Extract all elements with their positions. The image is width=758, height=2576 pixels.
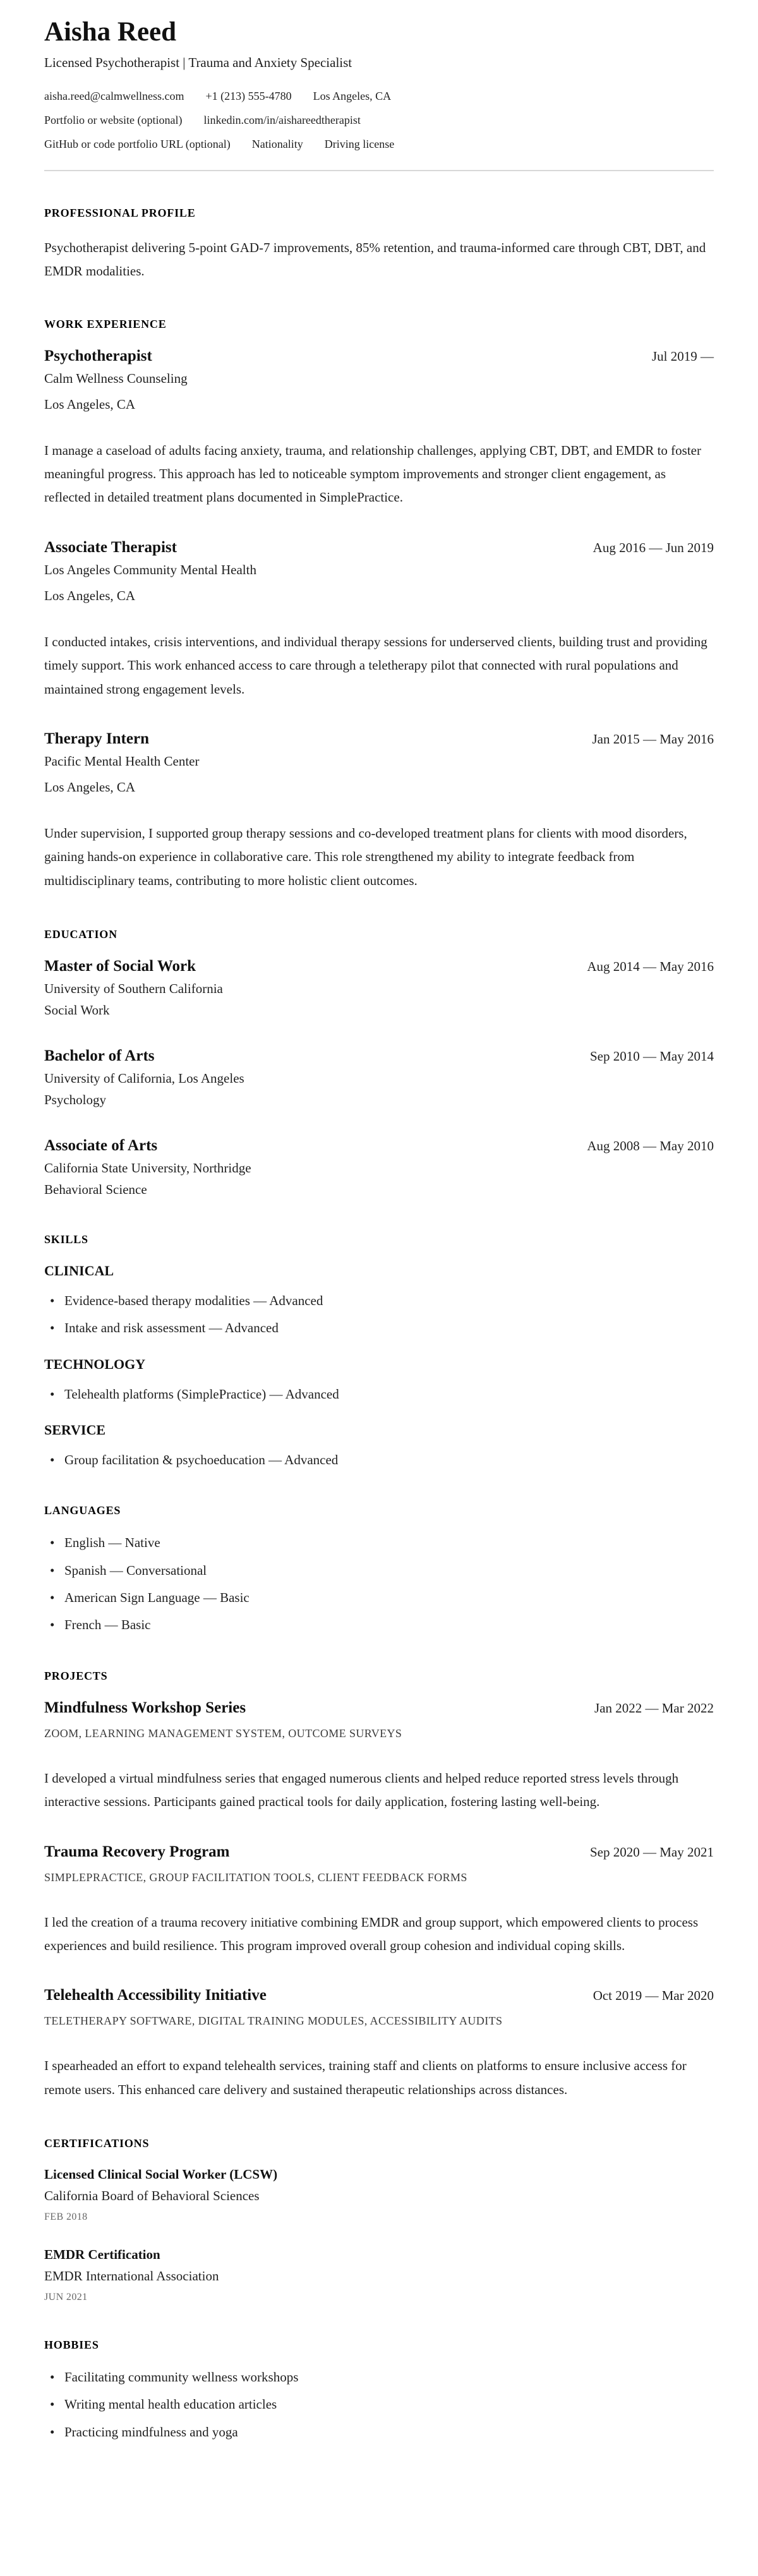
contact-github-placeholder: GitHub or code portfolio URL (optional) [44, 138, 231, 151]
job-dates: Aug 2016 — Jun 2019 [593, 539, 714, 555]
degree-title: Master of Social Work [44, 958, 196, 975]
section-heading: PROJECTS [44, 1669, 108, 1682]
contact-email: aisha.reed@calmwellness.com [44, 90, 184, 103]
job-dates: Jan 2015 — May 2016 [592, 731, 714, 747]
section-heading: EDUCATION [44, 928, 117, 941]
job-location: Los Angeles, CA [44, 779, 136, 795]
project-description: I developed a virtual mindfulness series that engaged numerous clients and helped reduce reported stress levels through interactive sessions. Participants gained practical tools for daily application, fostering lasting well-being. [44, 1770, 679, 1810]
contact-row-2 [44, 114, 714, 127]
skills-group-heading: CLINICAL [44, 1263, 114, 1279]
section-heading: LANGUAGES [44, 1504, 121, 1517]
project-title: Trauma Recovery Program [44, 1843, 230, 1860]
job-entry [44, 539, 714, 701]
education-entry [44, 1047, 714, 1108]
project-entry-head [44, 1987, 714, 2004]
job-title: Associate Therapist [44, 538, 177, 556]
section-hobbies [44, 2338, 714, 2441]
contact-linkedin: linkedin.com/in/aishareedtherapist [203, 114, 361, 127]
job-entry [44, 347, 714, 510]
hobbies-list [44, 2368, 714, 2441]
education-entry [44, 1137, 714, 1198]
skills-group-heading: TECHNOLOGY [44, 1356, 146, 1372]
certification-entry [44, 2167, 714, 2223]
contact-driving-license-placeholder: Driving license [324, 138, 395, 151]
job-entry-head [44, 347, 714, 365]
section-certifications [44, 2137, 714, 2303]
certification-date: JUN 2021 [44, 2292, 88, 2303]
section-education [44, 928, 714, 1198]
education-entry [44, 958, 714, 1018]
project-tech: TELETHERAPY SOFTWARE, DIGITAL TRAINING MODULES, ACCESSIBILITY AUDITS [44, 2014, 503, 2028]
job-title: Psychotherapist [44, 347, 152, 364]
degree-title: Associate of Arts [44, 1137, 158, 1155]
education-entry-head [44, 1047, 714, 1065]
education-field: Social Work [44, 1002, 110, 1018]
education-dates: Sep 2010 — May 2014 [590, 1049, 714, 1064]
education-school: University of California, Los Angeles [44, 1071, 244, 1086]
degree-title: Bachelor of Arts [44, 1047, 155, 1065]
skills-list-technology [44, 1385, 714, 1403]
job-company: Pacific Mental Health Center [44, 753, 200, 769]
language-item: • Spanish — Conversational [44, 1562, 714, 1579]
certification-date: FEB 2018 [44, 2212, 88, 2223]
education-field: Psychology [44, 1092, 107, 1108]
skills-group-heading: SERVICE [44, 1422, 106, 1438]
section-heading: HOBBIES [44, 2338, 99, 2352]
section-work-experience [44, 318, 714, 893]
skill-item: • Group facilitation & psychoeducation — Advanced [44, 1451, 714, 1469]
skills-list-service [44, 1451, 714, 1469]
section-heading: CERTIFICATIONS [44, 2137, 150, 2150]
certification-issuer: EMDR International Association [44, 2268, 219, 2284]
project-title: Mindfulness Workshop Series [44, 1699, 246, 1716]
project-dates: Oct 2019 — Mar 2020 [593, 1988, 714, 2004]
project-dates: Sep 2020 — May 2021 [590, 1844, 714, 1860]
project-dates: Jan 2022 — Mar 2022 [594, 1700, 714, 1716]
project-description: I spearheaded an effort to expand telehealth services, training staff and clients on platforms to ensure inclusive access for remote users. This enhanced care delivery and sustained therapeutic relationships across distances. [44, 2058, 687, 2097]
header-divider [44, 170, 714, 171]
job-title: Therapy Intern [44, 730, 149, 747]
job-location: Los Angeles, CA [44, 587, 136, 603]
skill-item: • Intake and risk assessment — Advanced [44, 1319, 714, 1337]
education-field: Behavioral Science [44, 1182, 147, 1198]
skills-list-clinical [44, 1292, 714, 1337]
job-description: I conducted intakes, crisis interventions, and individual therapy sessions for underserved clients, building trust and providing timely support. This work enhanced access to care through a teletherapy pilot that connected with rural populations and maintained strong engagement levels. [44, 634, 707, 697]
contact-row-3 [44, 138, 714, 151]
job-description: I manage a caseload of adults facing anxiety, trauma, and relationship challenges, applying CBT, DBT, and EMDR to foster meaningful progress. This approach has led to noticeable symptom improvements and stronger client engagement, as reflected in detailed treatment plans documented in SimplePractice. [44, 442, 701, 505]
education-entry-head [44, 958, 714, 975]
candidate-title: Licensed Psychotherapist | Trauma and Anxiety Specialist [44, 55, 352, 71]
languages-list [44, 1534, 714, 1634]
language-item: • American Sign Language — Basic [44, 1589, 714, 1606]
hobby-item: • Writing mental health education articles [44, 2395, 714, 2413]
candidate-name: Aisha Reed [44, 17, 177, 47]
job-company: Los Angeles Community Mental Health [44, 562, 256, 577]
education-school: California State University, Northridge [44, 1160, 251, 1176]
project-tech: ZOOM, LEARNING MANAGEMENT SYSTEM, OUTCOME SURVEYS [44, 1726, 402, 1740]
job-entry-head [44, 730, 714, 748]
contact-location: Los Angeles, CA [313, 90, 392, 103]
skill-item: • Telehealth platforms (SimplePractice) — Advanced [44, 1385, 714, 1403]
project-entry [44, 1843, 714, 1958]
contact-website-placeholder: Portfolio or website (optional) [44, 114, 183, 127]
hobby-item: • Practicing mindfulness and yoga [44, 2423, 714, 2441]
job-company: Calm Wellness Counseling [44, 370, 188, 386]
skill-item: • Evidence-based therapy modalities — Advanced [44, 1292, 714, 1309]
project-description: I led the creation of a trauma recovery initiative combining EMDR and group support, which empowered clients to process experiences and build resilience. This program improved overall group cohesion and individual coping skills. [44, 1914, 699, 1953]
certification-title: EMDR Certification [44, 2247, 160, 2263]
project-tech: SIMPLEPRACTICE, GROUP FACILITATION TOOLS, CLIENT FEEDBACK FORMS [44, 1870, 467, 1884]
hobby-item: • Facilitating community wellness workshops [44, 2368, 714, 2386]
job-location: Los Angeles, CA [44, 396, 136, 412]
certification-title: Licensed Clinical Social Worker (LCSW) [44, 2167, 278, 2182]
certification-entry [44, 2247, 714, 2303]
project-title: Telehealth Accessibility Initiative [44, 1987, 267, 2004]
contact-row-1 [44, 90, 714, 103]
job-description: Under supervision, I supported group therapy sessions and co-developed treatment plans for clients with mood disorders, gaining hands-on experience in collaborative care. This role strengthened my ability to integrate feedback from multidisciplinary teams, contributing to more holistic client outcomes. [44, 825, 687, 888]
job-entry-head [44, 539, 714, 557]
education-entry-head [44, 1137, 714, 1155]
education-dates: Aug 2014 — May 2016 [587, 959, 714, 975]
section-professional-profile [44, 207, 714, 282]
project-entry [44, 1699, 714, 1814]
section-heading: WORK EXPERIENCE [44, 317, 167, 330]
section-languages [44, 1504, 714, 1634]
profile-text: Psychotherapist delivering 5-point GAD-7 improvements, 85% retention, and trauma-informed care through CBT, DBT, and EMDR modalities. [44, 240, 706, 279]
contact-phone: +1 (213) 555-4780 [205, 90, 292, 103]
job-dates: Jul 2019 — [651, 348, 714, 364]
resume-header [44, 16, 714, 171]
section-skills [44, 1233, 714, 1469]
language-item: • English — Native [44, 1534, 714, 1551]
job-entry [44, 730, 714, 893]
language-item: • French — Basic [44, 1616, 714, 1634]
section-heading: SKILLS [44, 1233, 88, 1246]
education-school: University of Southern California [44, 981, 223, 997]
project-entry-head [44, 1843, 714, 1861]
section-heading: PROFESSIONAL PROFILE [44, 207, 196, 220]
certification-issuer: California Board of Behavioral Sciences [44, 2188, 260, 2204]
education-dates: Aug 2008 — May 2010 [587, 1138, 714, 1154]
section-projects [44, 1670, 714, 2102]
project-entry [44, 1987, 714, 2102]
project-entry-head [44, 1699, 714, 1717]
contact-nationality-placeholder: Nationality [251, 138, 303, 151]
